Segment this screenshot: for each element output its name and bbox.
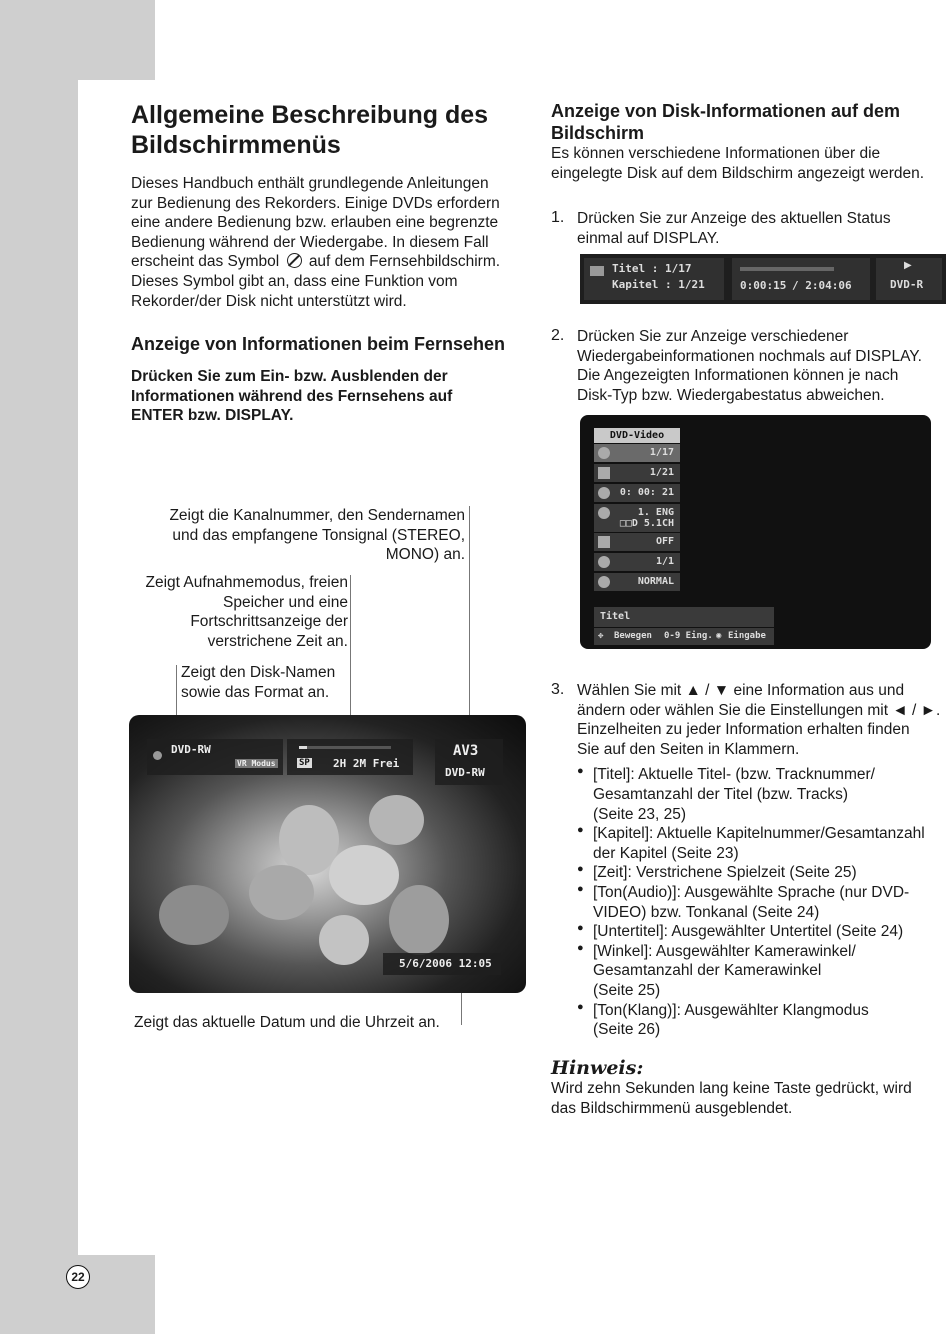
osd-datetime-box [383, 953, 501, 975]
step-number: 2. [551, 327, 565, 344]
annotation-channel [131, 506, 465, 565]
note-line: Wird zehn Sekunden lang keine Taste gedrückt, wird [551, 1080, 912, 1097]
clapper-icon [590, 266, 604, 276]
annotation-line: Speicher und eine [223, 593, 348, 611]
intro-line: Dieses Symbol gibt an, dass eine Funktion vom [131, 272, 458, 290]
flower-petal [319, 915, 369, 965]
menu-row-kapitel: 1/21 [594, 464, 680, 482]
status-kapitel: Kapitel : 1/21 [612, 278, 705, 291]
menu-row-titel: 1/17 [594, 444, 680, 462]
intro-line: Rekorder/der Disk nicht unterstützt wird. [131, 292, 407, 310]
right-intro-line: Es können verschiedene Informationen über die [551, 145, 881, 162]
bullet-item: ● [Kapitel]: Aktuelle Kapitelnummer/Gesamtanzahl der Kapitel (Seite 23) [577, 824, 946, 863]
leader-line-channel [469, 506, 470, 738]
step-number: 3. [551, 681, 565, 698]
intro-line: erscheint das Symbol auf dem Fernsehbildschirm. [131, 253, 501, 271]
menu-row-untertitel: OFF [594, 533, 680, 551]
section-title: Anzeige von Informationen beim Fernsehen [131, 334, 506, 355]
tv-screen-image [129, 715, 526, 993]
hint-number: 0-9 Eing. [664, 631, 713, 641]
flower-petal [159, 885, 229, 945]
menu-row-winkel: 1/1 [594, 553, 680, 571]
menu-header: DVD-Video [594, 428, 680, 443]
menu-row-audio: 1. ENG □□D 5.1CH [594, 504, 680, 532]
step-line: einmal auf DISPLAY. [577, 229, 720, 247]
sound-icon [598, 576, 610, 588]
menu-row-zeit: 0: 00: 21 [594, 484, 680, 502]
bullet-item: ● [Zeit]: Verstrichene Spielzeit (Seite 25) [577, 863, 946, 883]
intro-line: zur Bedienung des Rekorders. Einige DVDs erfordern [131, 194, 500, 212]
left-column [131, 100, 526, 426]
osd-channel-box [435, 739, 503, 785]
annotation-line: MONO) an. [385, 546, 465, 564]
annotation-line: verstrichene Zeit an. [207, 632, 348, 650]
step-1 [551, 209, 946, 248]
osd-record-box [287, 739, 413, 775]
right-intro-line: eingelegte Disk auf dem Bildschirm angezeigt werden. [551, 164, 925, 182]
step-line: Die Angezeigten Informationen können je nach [577, 367, 899, 385]
status-time-box [732, 258, 870, 300]
hint-enter: Eingabe [728, 631, 766, 641]
page-number: 22 [66, 1265, 90, 1289]
step-line: ändern oder wählen Sie die Einstellungen mit ◄ / ►. [577, 701, 941, 719]
menu-row-klang: NORMAL [594, 573, 680, 591]
status-title-box [584, 258, 724, 300]
step-3 [551, 681, 946, 1040]
right-title-line: Anzeige von Disk-Informationen auf dem [551, 101, 901, 121]
leader-line-record [350, 575, 351, 738]
osd-datetime: 5/6/2006 12:05 [399, 957, 492, 970]
instruction-line: ENTER bzw. DISPLAY. [131, 407, 294, 425]
osd-channel: AV3 [453, 743, 479, 759]
step-2 [551, 327, 946, 405]
section-instruction [131, 367, 526, 426]
note-box [551, 1057, 946, 1118]
step-line: Drücken Sie zur Anzeige des aktuellen Status [577, 210, 891, 227]
flower-petal [369, 795, 424, 845]
move-arrows-icon: ✥ [598, 631, 604, 641]
progress-bar [299, 746, 391, 749]
right-title-line: Bildschirm [551, 123, 645, 143]
instruction-line: Drücken Sie zum Ein- bzw. Ausblenden der [131, 368, 448, 386]
bullet-item: ● [Untertitel]: Ausgewählter Untertitel (Seite 24) [577, 922, 946, 942]
clock-icon [598, 487, 610, 499]
status-disk: DVD-R [890, 278, 924, 291]
intro-paragraph [131, 174, 526, 311]
intro-line: eine andere Bedienung bzw. erlauben eine begrenzte [131, 214, 499, 232]
bullet-item: ● [Ton(Klang)]: Ausgewählter Klangmodus (Seite 26) [577, 1001, 946, 1040]
headphones-icon [598, 507, 610, 519]
note-title: Hinweis: [551, 1057, 644, 1079]
bullet-list [577, 765, 946, 1039]
bullet-item: ● [Ton(Audio)]: Ausgewählte Sprache (nur DVD- VIDEO) bzw. Tonkanal (Seite 24) [577, 883, 946, 922]
camera-angle-icon [598, 556, 610, 568]
bullet-item: ● [Titel]: Aktuelle Titel- (bzw. Tracknummer/ Gesamtanzahl der Titel (bzw. Tracks) (Seite 23, 25) [577, 765, 946, 824]
flower-petal [389, 885, 449, 955]
subtitle-icon [598, 536, 610, 548]
prohibited-icon [287, 253, 302, 268]
menu-footer-label: Titel [594, 607, 774, 627]
play-icon: ▶ [904, 260, 912, 271]
annotation-line: sowie das Format an. [181, 683, 330, 701]
annotation-datetime: Zeigt das aktuelle Datum und die Uhrzeit an. [134, 1014, 440, 1031]
step-line: Sie auf den Seiten in Klammern. [577, 740, 800, 758]
intro-line: Dieses Handbuch enthält grundlegende Anleitungen [131, 175, 489, 192]
disc-icon [153, 751, 162, 760]
title-icon [598, 447, 610, 459]
page-title: Allgemeine Beschreibung des Bildschirmmenüs [131, 101, 489, 159]
flower-petal [249, 865, 314, 920]
step-line: Drücken Sie zur Anzeige verschiedener [577, 328, 849, 345]
osd-free-space: 2H 2M Frei [333, 757, 400, 770]
step-line: Disk-Typ bzw. Wiedergabestatus abweichen. [577, 386, 885, 404]
status-disk-box [876, 258, 942, 300]
hint-move: Bewegen [614, 631, 652, 641]
intro-line: Bedienung während der Wiedergabe. In diesem Fall [131, 233, 489, 251]
step-number: 1. [551, 209, 565, 226]
bullet-item: ● [Winkel]: Ausgewählter Kamerawinkel/ Gesamtanzahl der Kamerawinkel (Seite 25) [577, 942, 946, 1001]
chapter-icon [598, 467, 610, 479]
enter-icon: ◉ [716, 631, 722, 641]
osd-disk-name: DVD-RW [171, 743, 211, 756]
status-total: / 2:04:06 [792, 279, 852, 292]
time-progress-bar [740, 267, 834, 271]
step-line: Einzelheiten zu jeder Information erhalten finden [577, 721, 910, 739]
annotation-line: Zeigt die Kanalnummer, den Sendernamen [169, 507, 465, 524]
step-line: Wählen Sie mit ▲ / ▼ eine Information aus und [577, 682, 905, 699]
right-title [551, 100, 946, 144]
annotation-line: und das empfangene Tonsignal (STEREO, [172, 526, 465, 544]
annotation-line: Fortschrittsanzeige der [190, 613, 348, 631]
osd-channel-disk: DVD-RW [445, 766, 485, 779]
menu-footer-hints [594, 628, 774, 645]
step-line: Wiedergabeinformationen nochmals auf DISPLAY. [577, 347, 922, 365]
status-elapsed: 0:00:15 [740, 279, 787, 292]
flower-petal [329, 845, 399, 905]
instruction-line: Informationen während des Fernsehens auf [131, 387, 453, 405]
annotation-line: Zeigt Aufnahmemodus, freien [145, 574, 348, 591]
status-bar-image [580, 254, 946, 304]
osd-disk-box [147, 739, 283, 775]
status-titel: Titel : 1/17 [612, 262, 692, 275]
right-column [551, 100, 946, 183]
osd-mode-badge: VR Modus [237, 759, 276, 768]
note-line: das Bildschirmmenü ausgeblendet. [551, 1099, 793, 1117]
annotation-record [131, 573, 348, 651]
annotation-disk [181, 663, 381, 702]
annotation-line: Zeigt den Disk-Namen [181, 664, 336, 681]
osd-sp-badge: SP [299, 758, 310, 768]
